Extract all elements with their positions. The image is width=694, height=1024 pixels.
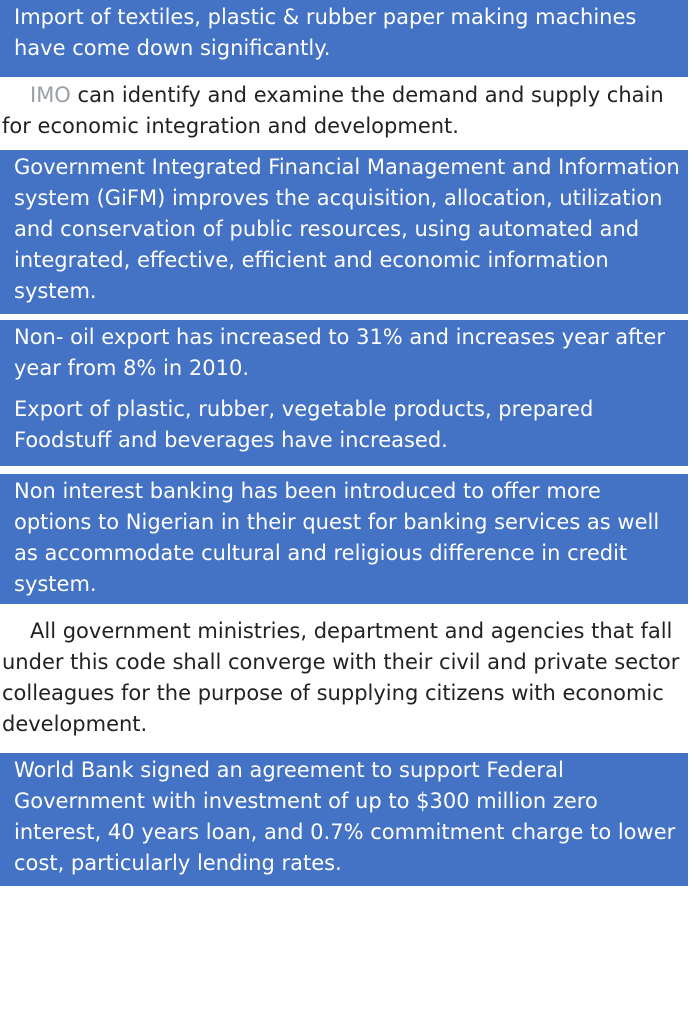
gifm-box — [0, 150, 688, 314]
world-bank-box — [0, 753, 688, 886]
imo-highlight: IMO — [30, 83, 71, 107]
non-oil-export-box — [0, 320, 688, 466]
imo-paragraph — [0, 80, 694, 142]
imo-text: can identify and examine the demand and supply chain for economic integration and development. — [2, 83, 664, 138]
world-bank-text: World Bank signed an agreement to support Federal Government with investment of up to $300 million zero interest, 40 years loan, and 0.7% commitment charge to lower cost, particularly lending rates. — [14, 758, 676, 875]
non-interest-banking-box — [0, 474, 688, 604]
government-ministries-text: All government ministries, department and agencies that fall under this code shall converge with their civil and private sector colleagues for the purpose of supplying citizens with economic development. — [2, 619, 680, 736]
export-products-text: Export of plastic, rubber, vegetable products, prepared Foodstuff and beverages have increased. — [14, 397, 594, 452]
textiles-import-text: Import of textiles, plastic & rubber paper making machines have come down significantly. — [14, 5, 637, 60]
non-oil-export-text: Non- oil export has increased to 31% and increases year after year from 8% in 2010. — [14, 325, 665, 380]
textiles-import-box — [0, 0, 688, 77]
non-interest-banking-text: Non interest banking has been introduced to offer more options to Nigerian in their quest for banking services as well as accommodate cultural and religious difference in credit system. — [14, 479, 660, 596]
government-ministries-paragraph — [0, 616, 694, 740]
gifm-text: Government Integrated Financial Management and Information system (GiFM) improves the acquisition, allocation, utilization and conservation of public resources, using automated and integrated, effective, efficient and economic information system. — [14, 155, 680, 303]
